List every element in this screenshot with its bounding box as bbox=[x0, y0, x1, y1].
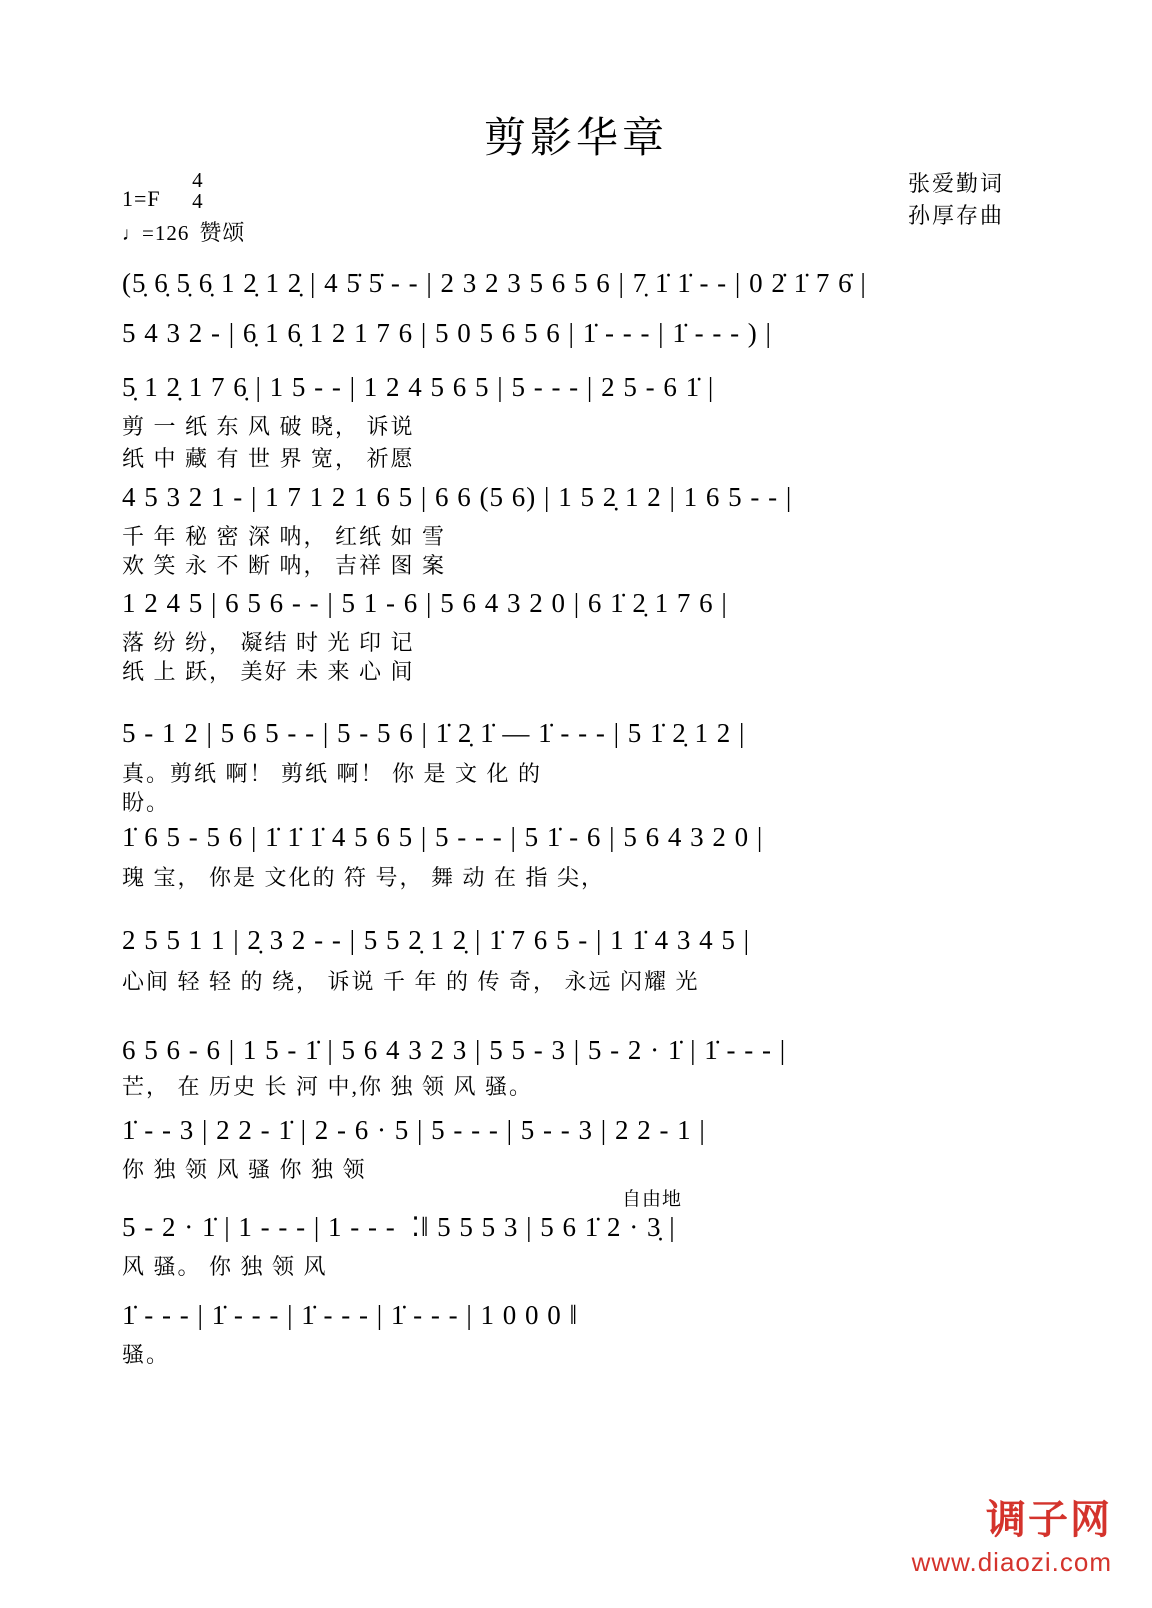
notation-line-6: 5 - 1 2 | 5 6 5 - - | 5 - 5 6 | 1̇ 2̣ 1̇ — 1̇ - - - | 5 1̇ 2̣ 1 2 | bbox=[122, 718, 746, 748]
tempo-value: =126 bbox=[142, 221, 190, 245]
lyric-line-9: 芒， 在 历史 长 河 中,你 独 领 风 骚。 bbox=[122, 1074, 534, 1099]
notation-line-4: 4 5 3 2 1 - | 1 7 1 2 1 6 5 | 6 6 (5 6) | 1 5 2̣ 1 2 | 1 6 5 - - | bbox=[122, 482, 793, 512]
lyric-line-12: 骚。 bbox=[122, 1342, 171, 1367]
notation-line-10: 1̇ - - 3 | 2 2 - 1̇ | 2 - 6 · 5 | 5 - - - | 5 - - 3 | 2 2 - 1 | bbox=[122, 1115, 706, 1145]
notation-line-7: 1̇ 6 5 - 5 6 | 1̇ 1̇ 1̇ 4 5 6 5 | 5 - - - | 5 1̇ - 6 | 5 6 4 3 2 0 | bbox=[122, 822, 764, 852]
notation-line-12: 1̇ - - - | 1̇ - - - | 1̇ - - - | 1̇ - - - | 1 0 0 0 ‖ bbox=[122, 1300, 579, 1330]
time-signature bbox=[192, 170, 203, 212]
notation-line-2: 5 4 3 2 - | 6̣ 1 6̣ 1 2 1 7 6 | 5 0 5 6 5 6 | 1̇ - - - | 1̇ - - - ) | bbox=[122, 318, 772, 348]
lyric-line-5b: 纸 上 跃， 美好 未 来 心 间 bbox=[122, 659, 415, 684]
lyric-line-3a: 剪 一 纸 东 风 破 晓， 诉说 bbox=[122, 414, 415, 439]
watermark-site-url: www.diaozi.com bbox=[911, 1547, 1112, 1577]
lyric-line-10: 你 独 领 风 骚 你 独 领 bbox=[122, 1157, 367, 1182]
mood-marking: 赞颂 bbox=[199, 220, 246, 245]
meter-numerator: 4 bbox=[192, 168, 203, 192]
notation-line-9: 6 5 6 - 6 | 1 5 - 1̇ | 5 6 4 3 2 3 | 5 5 - 3 | 5 - 2 · 1̇ | 1̇ - - - | bbox=[122, 1035, 787, 1065]
lyric-line-3b: 纸 中 藏 有 世 界 宽， 祈愿 bbox=[122, 446, 415, 471]
lyric-line-6a: 真。剪纸 啊！ 剪纸 啊！ 你 是 文 化 的 bbox=[122, 761, 543, 786]
lyric-line-4a: 千 年 秘 密 深 呐， 红纸 如 雪 bbox=[122, 524, 447, 549]
lyric-line-5a: 落 纷 纷， 凝结 时 光 印 记 bbox=[122, 630, 415, 655]
site-watermark bbox=[912, 1488, 1112, 1578]
lyric-line-8: 心间 轻 轻 的 绕， 诉说 千 年 的 传 奇， 永远 闪耀 光 bbox=[122, 969, 700, 994]
credits bbox=[908, 168, 1004, 232]
notation-line-5: 1 2 4 5 | 6 5 6 - - | 5 1 - 6 | 5 6 4 3 2 0 | 6 1̇ 2̣ 1 7 6 | bbox=[122, 588, 728, 618]
lyricist: 张爱勤词 bbox=[907, 171, 1004, 196]
quarter-note-icon: ♩ bbox=[122, 224, 142, 245]
page-title: 剪影华章 bbox=[483, 116, 668, 162]
key-signature: 1=F bbox=[122, 186, 161, 211]
notation-line-3: 5̣ 1 2̣ 1 7 6̣ | 1 5 - - | 1 2 4 5 6 5 | 5 - - - | 2 5 - 6 1̇ | bbox=[122, 372, 715, 402]
lyric-line-6b: 盼。 bbox=[122, 790, 171, 815]
notation-line-8: 2 5 5 1 1 | 2̣ 3 2 - - | 5 5 2̣ 1 2̣ | 1̇ 7 6 5 - | 1 1̇ 4 3 4 5 | bbox=[122, 925, 750, 955]
notation-line-11: 5 - 2 · 1̇ | 1 - - - | 1 - - - ⁚‖ 5 5 5 3 | 5 6 1̇ 2 · 3̣ | bbox=[122, 1212, 676, 1242]
key-and-meter bbox=[122, 168, 203, 212]
lyric-line-11: 风 骚。 你 独 领 风 bbox=[122, 1254, 328, 1279]
watermark-site-name: 调子网 bbox=[986, 1498, 1112, 1542]
lyric-line-7: 瑰 宝， 你是 文化的 符 号， 舞 动 在 指 尖， bbox=[122, 865, 606, 890]
tempo-marking bbox=[122, 216, 245, 247]
lyric-line-4b: 欢 笑 永 不 断 呐， 吉祥 图 案 bbox=[122, 553, 447, 578]
composer: 孙厚存曲 bbox=[907, 202, 1004, 228]
notation-line-1: (5̣ 6̣ 5̣ 6̣ 1 2̣ 1 2̣ | 4 5̇ 5̇ - - | 2 3 2 3 5 6 5 6 | 7̣ 1̇ 1̇ - - | 0 2̇ 1̇ 7 6̇ | bbox=[122, 268, 867, 298]
meter-denominator: 4 bbox=[192, 189, 203, 213]
free-tempo-marking: 自由地 bbox=[622, 1189, 683, 1210]
